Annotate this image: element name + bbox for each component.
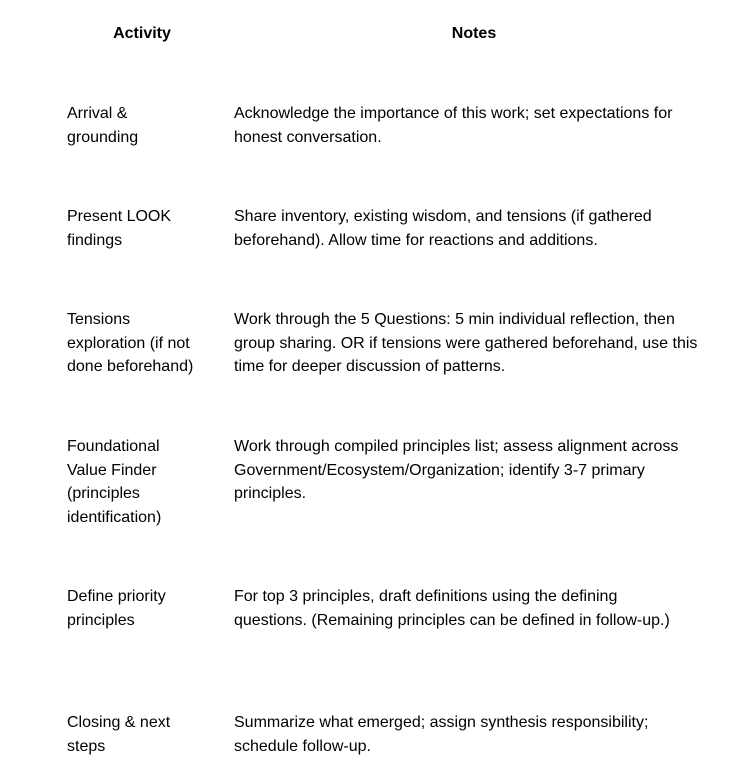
activity-cell: Arrival & grounding [67,105,139,146]
table-header-row [0,22,746,46]
activity-cell: Present LOOK findings [67,208,172,249]
notes-cell: Work through compiled principles list; assess alignment across Government/Ecosystem/Organization; identify 3-7 primary principles. [234,438,679,502]
notes-cell: Work through the 5 Questions: 5 min individual reflection, then group sharing. OR if tensions were gathered beforehand, use this time for deeper discussion of patterns. [234,311,698,375]
activity-cell: Tensions exploration (if not done beforehand) [67,311,194,375]
notes-cell: Summarize what emerged; assign synthesis responsibility; schedule follow-up. [234,714,649,755]
activity-cell: Define priority principles [67,588,166,629]
notes-cell: For top 3 principles, draft definitions using the defining questions. (Remaining principles can be defined in follow-up.) [234,588,670,629]
activity-cell: Foundational Value Finder (principles identification) [67,438,162,526]
column-header-notes: Notes [451,25,497,42]
notes-cell: Share inventory, existing wisdom, and tensions (if gathered beforehand). Allow time for reactions and additions. [234,208,652,249]
column-header-activity: Activity [113,25,171,42]
activity-cell: Closing & next steps [67,714,171,755]
notes-cell: Acknowledge the importance of this work; set expectations for honest conversation. [234,105,673,146]
